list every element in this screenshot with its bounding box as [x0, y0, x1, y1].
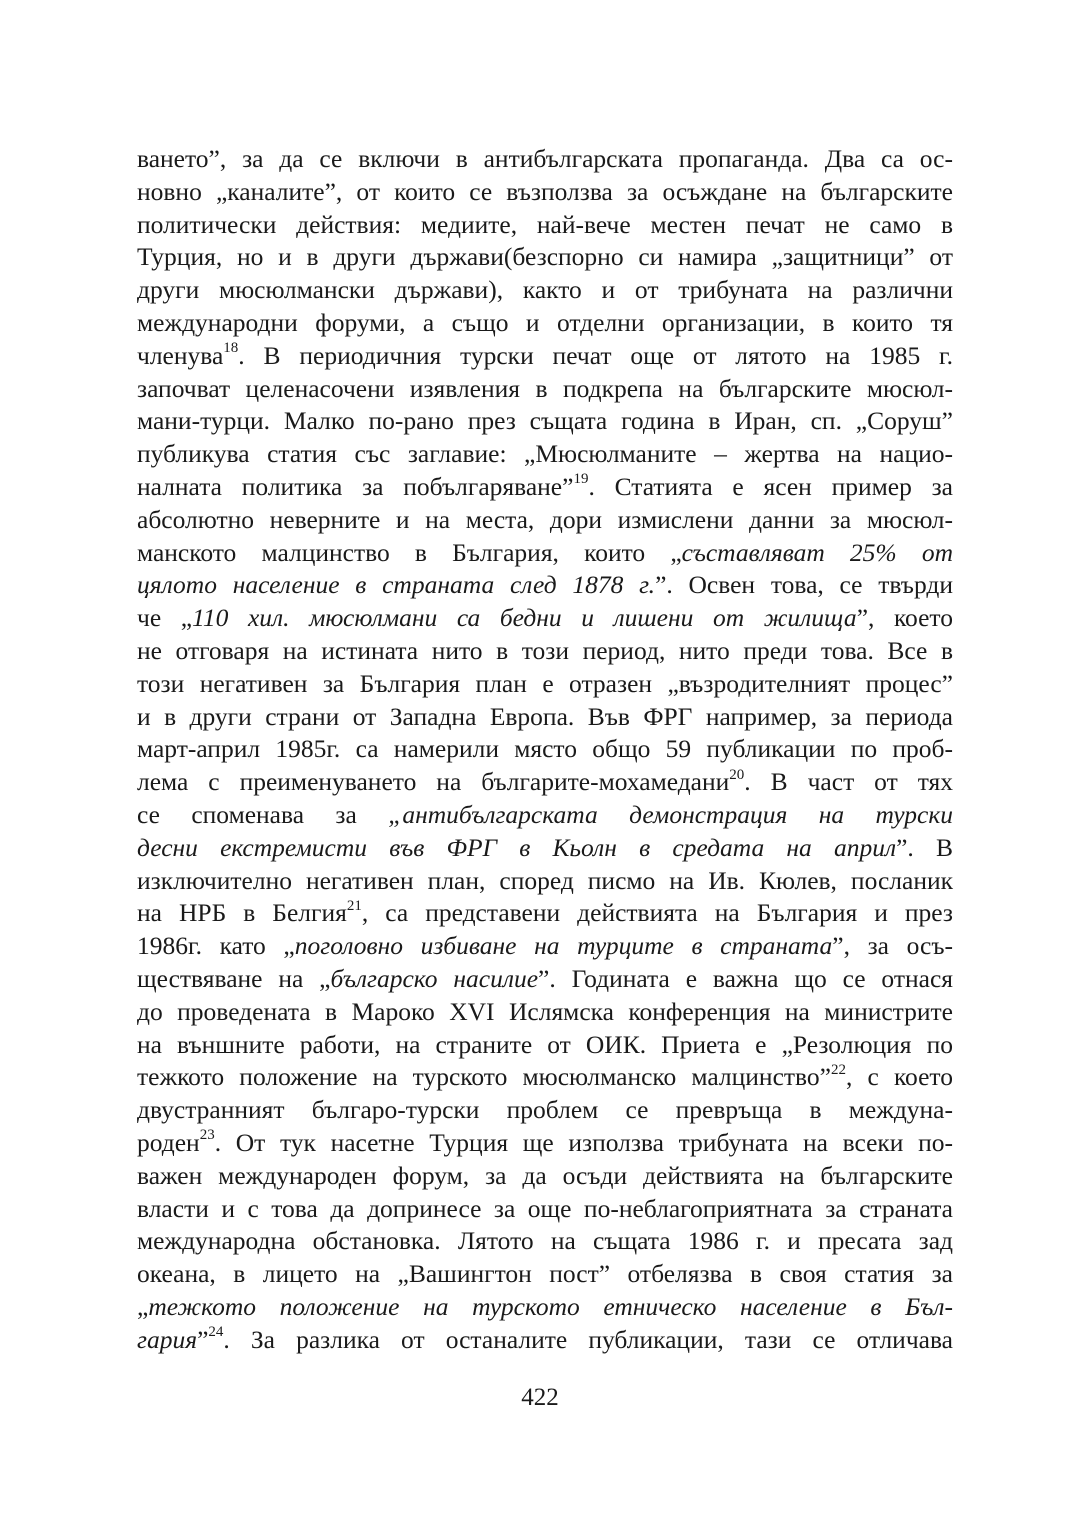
text-line	[137, 799, 953, 832]
text-line	[137, 733, 953, 766]
text-segment: ването”, за да се включи в антибългарската пропаганда. Два са ос-	[137, 144, 953, 173]
text-segment: абсолютно неверните и на места, дори измислени данни за мюсюл-	[137, 504, 953, 534]
text-segment: и в други страни от Западна Европа. Във ФРГ например, за периода	[137, 701, 953, 731]
text-segment: двустранният българо-турски проблем се превръща в междуна-	[137, 1095, 953, 1125]
text-line	[137, 1127, 953, 1160]
text-segment: този негативен за България план е отразен „възродителният процес”	[137, 668, 953, 698]
text-segment: лема с преименуването на българите-мохамедани	[137, 767, 730, 797]
text-segment: на външните работи, на страните от ОИК. Приета е „Резолюция по	[137, 1029, 953, 1059]
text-segment: ществяване на „	[137, 963, 331, 993]
text-segment: . Статията е ясен пример за	[588, 471, 953, 501]
italic-quote: „антибългарската демонстрация на турски	[388, 799, 953, 829]
footnote-ref: 21	[346, 897, 362, 914]
text-line	[137, 176, 953, 209]
text-line	[137, 373, 953, 406]
text-segment: ”. Годината е важна що се отнася	[538, 963, 953, 993]
text-segment: ”, за осъ-	[832, 931, 954, 961]
text-segment: 1986г. като „	[137, 931, 295, 961]
text-segment: , са представени действията на България и през	[361, 898, 953, 928]
text-line	[137, 832, 953, 865]
text-line	[137, 340, 953, 373]
text-line	[137, 963, 953, 996]
text-line	[137, 241, 953, 274]
text-line	[137, 504, 953, 537]
text-line	[137, 930, 953, 963]
text-segment: власти и с това да допринесе за още по-неблагоприятната за страната	[137, 1193, 953, 1223]
text-segment: изключително негативен план, според писмо на Ив. Кюлев, посланик	[137, 865, 953, 895]
text-line	[137, 1324, 953, 1357]
footnote-ref: 19	[573, 471, 589, 488]
text-line	[137, 766, 953, 799]
text-line	[137, 1291, 953, 1324]
text-segment: ”. Освен това, се твърди	[655, 570, 953, 600]
footnote-ref: 20	[729, 766, 745, 783]
text-segment: се споменава за	[137, 799, 389, 829]
italic-quote: поголовно избиване на турците в страната	[294, 931, 833, 961]
text-segment: ”	[197, 1324, 209, 1354]
text-segment: тежкото положение на турското мюсюлманско малцинство”	[137, 1062, 831, 1092]
text-segment: март-април 1985г. са намерили място общо 59 публикации по проб-	[137, 734, 953, 764]
text-segment: океана, в лицето на „Вашингтон пост” отбелязва в своя статия за	[137, 1259, 953, 1289]
text-line	[137, 701, 953, 734]
italic-quote: гария	[137, 1324, 198, 1354]
text-line	[137, 635, 953, 668]
text-segment: „	[137, 1291, 149, 1321]
text-segment: публикува статия със заглавие: „Мюсюлманите – жертва на нацио-	[137, 439, 953, 469]
text-line	[137, 143, 953, 176]
text-segment: на НРБ в Белгия	[137, 898, 347, 928]
text-segment: манското малцинство в България, които „	[137, 537, 682, 567]
text-line	[137, 569, 953, 602]
text-segment: други мюсюлмански държави), както и от трибуната на различни	[137, 275, 953, 305]
body-text	[137, 143, 953, 1356]
text-segment: Турция, но и в други държави(безспорно си намира „защитници” от	[137, 242, 953, 272]
text-segment: . В периодичния турски печат още от лятото на 1985 г.	[238, 340, 953, 370]
italic-quote: съставляват 25% от	[681, 537, 953, 567]
text-segment: . За разлика от останалите публикации, тази се отличава	[223, 1324, 953, 1354]
footnote-ref: 24	[208, 1324, 224, 1341]
footnote-ref: 23	[199, 1127, 215, 1144]
text-segment: международни форуми, а също и отделни организации, в които тя	[137, 307, 953, 337]
text-segment: . В част от тях	[744, 767, 953, 797]
text-segment: новно „каналите”, от които се възползва за осъждане на българските	[137, 176, 953, 206]
text-line	[137, 405, 953, 438]
text-line	[137, 996, 953, 1029]
text-segment: налната политика за побългаряване”	[137, 471, 574, 501]
text-segment: , с което	[845, 1062, 953, 1092]
text-line	[137, 307, 953, 340]
text-segment: ”. В	[896, 832, 953, 862]
text-line	[137, 1160, 953, 1193]
text-line	[137, 602, 953, 635]
text-segment: членува	[137, 340, 224, 370]
text-line	[137, 1258, 953, 1291]
italic-quote: българско насилие	[330, 963, 539, 993]
footnote-ref: 18	[223, 340, 239, 357]
text-segment: международна обстановка. Лятото на същата 1986 г. и пресата зад	[137, 1226, 953, 1256]
italic-quote: 110 хил. мюсюлмани са бедни и лишени от жилища	[192, 603, 857, 633]
text-line	[137, 1029, 953, 1062]
text-line	[137, 537, 953, 570]
page-number: 422	[521, 1384, 559, 1411]
text-segment: политически действия: медиите, най-вече местен печат не само в	[137, 209, 953, 239]
text-segment: че „	[137, 603, 193, 633]
text-line	[137, 897, 953, 930]
text-line	[137, 1225, 953, 1258]
text-line	[137, 438, 953, 471]
text-line	[137, 274, 953, 307]
text-segment: не отговаря на истината нито в този период, нито преди това. Все в	[137, 635, 953, 665]
italic-quote: цялото население в страната след 1878 г.	[137, 570, 656, 600]
text-segment: роден	[137, 1127, 200, 1157]
italic-quote: десни екстремисти във ФРГ в Кьолн в средата на април	[137, 832, 897, 862]
text-segment: започват целенасочени изявления в подкрепа на българските мюсюл-	[137, 373, 953, 403]
text-line	[137, 471, 953, 504]
text-segment: до проведената в Мароко XVI Ислямска конференция на министрите	[137, 996, 953, 1026]
text-segment: . От тук насетне Турция ще използва трибуната на всеки по-	[214, 1127, 953, 1157]
text-line	[137, 1193, 953, 1226]
text-line	[137, 1094, 953, 1127]
text-line	[137, 865, 953, 898]
text-segment: важен международен форум, за да осъди действията на българските	[137, 1160, 953, 1190]
italic-quote: тежкото положение на турското етническо население в Бъл-	[148, 1291, 953, 1321]
text-line	[137, 668, 953, 701]
text-segment: мани-турци. Малко по-рано през същата година в Иран, сп. „Соруш”	[137, 406, 953, 436]
text-line	[137, 209, 953, 242]
text-line	[137, 1061, 953, 1094]
footnote-ref: 22	[830, 1061, 846, 1078]
text-segment: ”, което	[856, 603, 953, 633]
